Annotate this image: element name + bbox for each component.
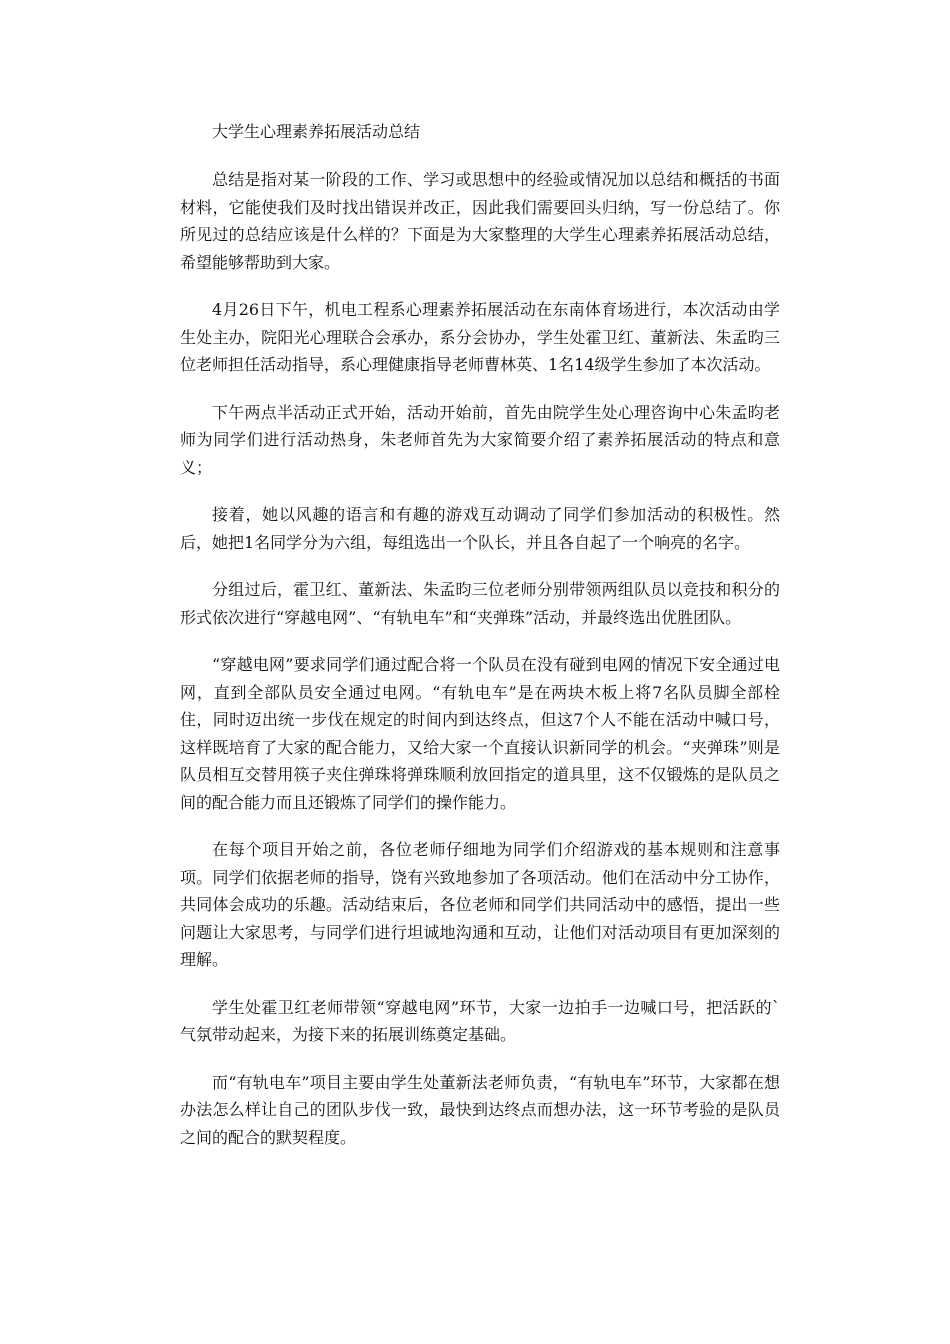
paragraph-tram: 而“有轨电车”项目主要由学生处董新法老师负责，“有轨电车”环节，大家都在想办法怎么样让自己的团队步伐一致，最快到达终点而想办法，这一环节考验的是队员之间的配合的默契程度。 (180, 1072, 780, 1147)
paragraph-electric-net: 学生处霍卫红老师带领“穿越电网”环节，大家一边拍手一边喊口号，把活跃的`气氛带动起来，为接下来的拓展训练奠定基础。 (180, 997, 780, 1044)
paragraph-activity-details: “穿越电网”要求同学们通过配合将一个队员在没有碰到电网的情况下安全通过电网，直到全部队员安全通过电网。“有轨电车”是在两块木板上将7名队员脚全部栓住，同时迈出统一步伐在规定的时间内到达终点，但这7个人不能在活动中喊口号，这样既培育了大家的配合能力，又给大家一个直接认识新同学的机会。“夹弹珠”则是队员相互交替用筷子夹住弹珠将弹珠顺利放回指定的道具里，这不仅锻炼的是队员之间的配合能力而且还锻炼了同学们的操作能力。 (180, 655, 780, 812)
paragraph-intro: 总结是指对某一阶段的工作、学习或思想中的经验或情况加以总结和概括的书面材料，它能使我们及时找出错误并改正，因此我们需要回头归纳，写一份总结了。你所见过的总结应该是什么样的？下面是为大家整理的大学生心理素养拓展活动总结，希望能够帮助到大家。 (180, 170, 780, 272)
paragraph-activities: 分组过后，霍卫红、董新法、朱孟昀三位老师分别带领两组队员以竞技和积分的形式依次进行“穿越电网”、“有轨电车”和“夹弹珠”活动，并最终选出优胜团队。 (180, 580, 780, 627)
paragraph-event-overview: 4月26日下午，机电工程系心理素养拓展活动在东南体育场进行，本次活动由学生处主办，院阳光心理联合会承办，系分会协办，学生处霍卫红、董新法、朱孟昀三位老师担任活动指导，系心理健康指导老师曹林英、1名14级学生参加了本次活动。 (180, 300, 780, 374)
document-title: 大学生心理素养拓展活动总结 (212, 122, 421, 141)
document-body (180, 118, 780, 1171)
paragraph-grouping: 接着，她以风趣的语言和有趣的游戏互动调动了同学们参加活动的积极性。然后，她把1名同学分为六组，每组选出一个队长，并且各自起了一个响亮的名字。 (180, 505, 780, 552)
paragraph-warmup: 下午两点半活动正式开始，活动开始前，首先由院学生处心理咨询中心朱孟昀老师为同学们进行活动热身，朱老师首先为大家简要介绍了素养拓展活动的特点和意义； (180, 402, 780, 477)
paragraph-rules: 在每个项目开始之前，各位老师仔细地为同学们介绍游戏的基本规则和注意事项。同学们依据老师的指导，饶有兴致地参加了各项活动。他们在活动中分工协作，共同体会成功的乐趣。活动结束后，各位老师和同学们共同活动中的感悟，提出一些问题让大家思考，与同学们进行坦诚地沟通和互动，让他们对活动项目有更加深刻的理解。 (180, 840, 780, 969)
